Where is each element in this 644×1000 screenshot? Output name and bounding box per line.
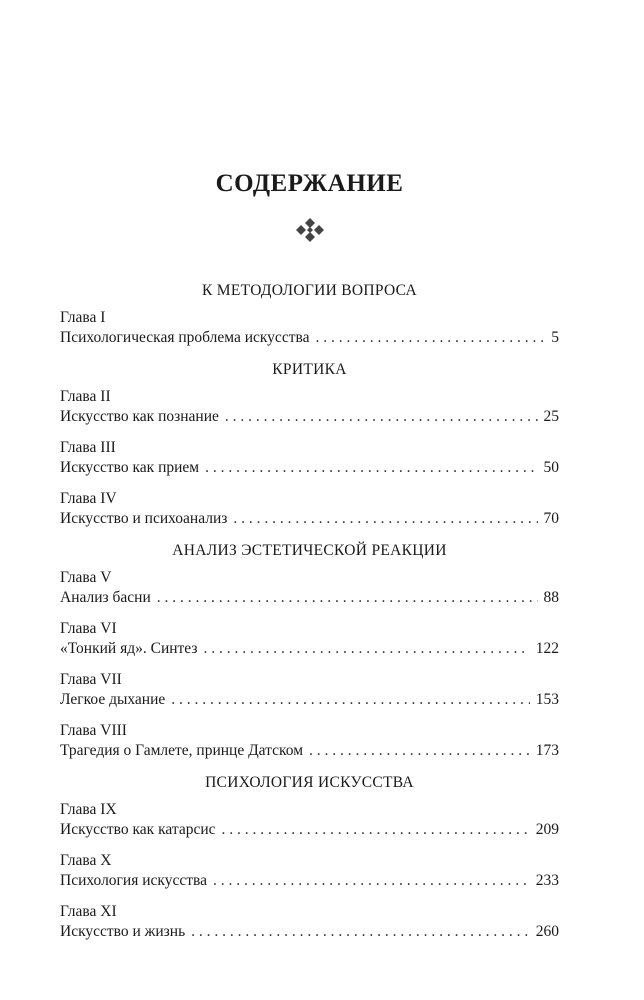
toc-section [60,359,559,529]
dot-leader [213,871,530,891]
chapter-label: Глава VI [60,620,117,637]
dot-leader [233,509,537,529]
chapter-title: Искусство и жизнь [60,923,186,940]
toc-entry[interactable] [60,458,559,478]
chapter-title: Анализ басни [60,589,151,606]
chapter-label: Глава VII [60,671,122,688]
chapter-title: Искусство как познание [60,408,219,425]
chapter-title: Искусство как прием [60,459,200,476]
dot-leader [171,690,529,710]
chapter-label: Глава IX [60,801,117,818]
toc-entry[interactable] [60,588,559,608]
section-title: АНАЛИЗ ЭСТЕТИЧЕСКОЙ РЕАКЦИИ [172,542,447,559]
table-of-contents-page [60,0,559,1000]
chapter-label: Глава VIII [60,722,127,739]
dot-leader [204,639,530,659]
toc-chapter [60,619,559,659]
section-title: К МЕТОДОЛОГИИ ВОПРОСА [201,282,418,299]
chapter-title: Психологическая проблема искусства [60,329,310,346]
page-number: 25 [543,408,559,425]
page-number: 50 [543,459,559,476]
diamond-ornament-icon [296,218,324,242]
toc-entry[interactable] [60,690,559,710]
toc-chapter [60,670,559,710]
page-title: СОДЕРЖАНИЕ [215,170,404,197]
page-number: 173 [535,742,559,759]
toc-chapter [60,387,559,427]
page-number: 5 [551,329,559,346]
section-title: КРИТИКА [272,361,347,378]
toc-chapter [60,800,559,840]
chapter-label: Глава V [60,569,112,586]
chapter-title: Психология искусства [60,872,207,889]
dot-leader [222,820,530,840]
page-number: 122 [535,640,559,657]
chapter-label: Глава IV [60,490,117,507]
toc-section [60,772,559,942]
toc-chapter [60,438,559,478]
toc-chapter [60,902,559,942]
chapter-label: Глава X [60,852,112,869]
dot-leader [157,588,538,608]
chapter-label: Глава I [60,309,106,326]
section-title: ПСИХОЛОГИЯ ИСКУССТВА [205,774,414,791]
toc-chapter [60,489,559,529]
toc-sections [60,280,559,953]
chapter-label: Глава XI [60,903,117,920]
page-number: 153 [535,691,559,708]
toc-entry[interactable] [60,922,559,942]
page-number: 70 [543,510,559,527]
toc-entry[interactable] [60,820,559,840]
dot-leader [309,741,530,761]
toc-section [60,280,559,348]
toc-entry[interactable] [60,741,559,761]
toc-section [60,540,559,761]
chapter-title: Трагедия о Гамлете, принце Датском [60,742,304,759]
chapter-title: Искусство и психоанализ [60,510,228,527]
toc-entry[interactable] [60,407,559,427]
toc-entry[interactable] [60,871,559,891]
toc-chapter [60,308,559,348]
toc-chapter [60,568,559,608]
toc-entry[interactable] [60,509,559,529]
page-number: 88 [543,589,559,606]
chapter-title: Искусство как катарсис [60,821,216,838]
chapter-label: Глава III [60,439,116,456]
dot-leader [205,458,537,478]
dot-leader [225,407,538,427]
dot-leader [191,922,530,942]
page-number: 233 [535,872,559,889]
toc-entry[interactable] [60,639,559,659]
page-number: 260 [535,923,559,940]
chapter-title: «Тонкий яд». Синтез [60,640,198,657]
chapter-label: Глава II [60,388,111,405]
toc-chapter [60,721,559,761]
dot-leader [315,328,545,348]
toc-entry[interactable] [60,328,559,348]
chapter-title: Легкое дыхание [60,691,166,708]
toc-chapter [60,851,559,891]
page-number: 209 [535,821,559,838]
